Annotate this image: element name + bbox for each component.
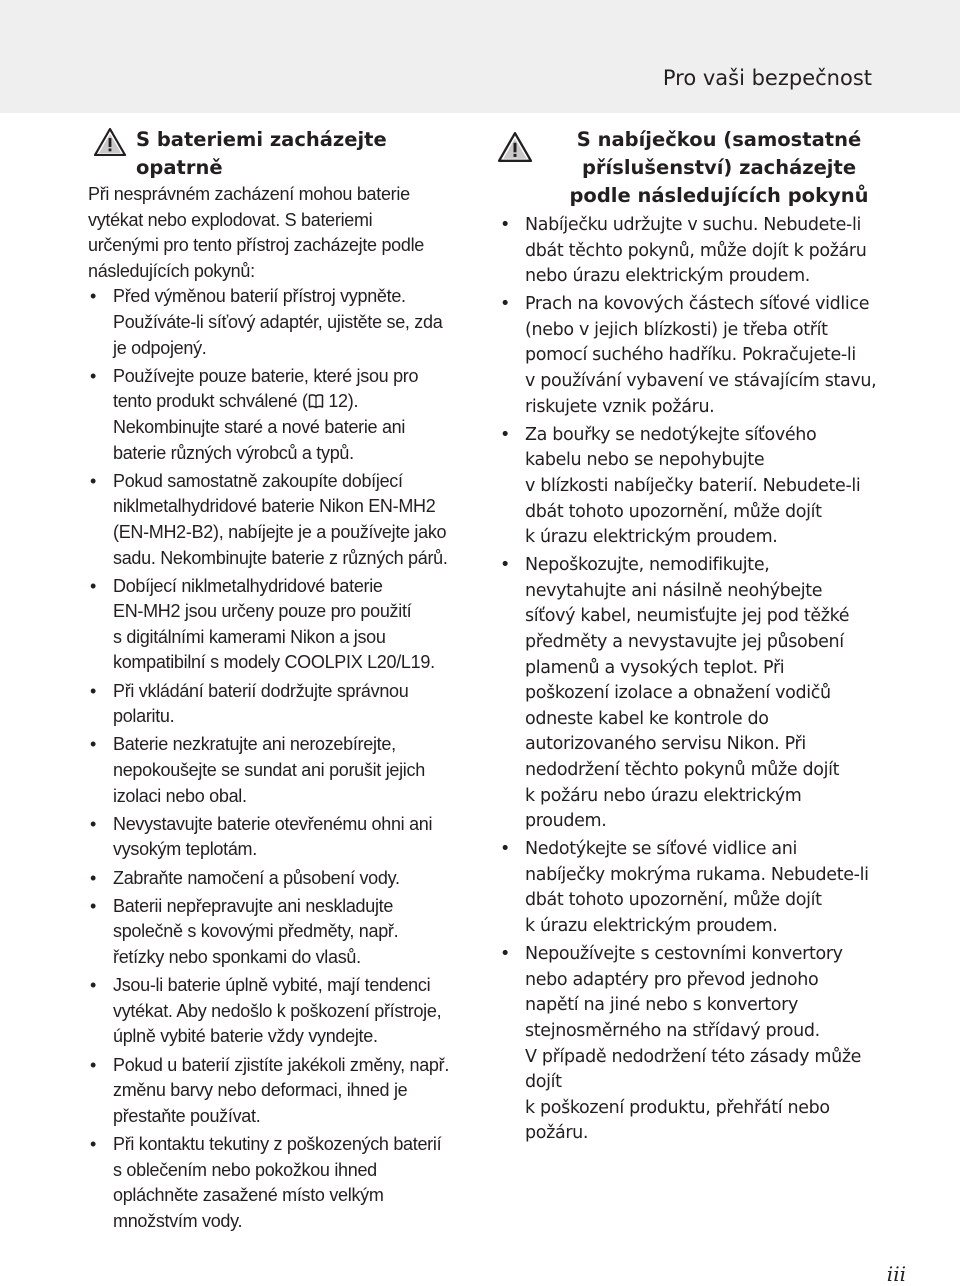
item-line: Před výměnou baterií přístroj vypněte. <box>113 286 406 307</box>
item-line: Pokud u baterií zjistíte jakékoli změny, např. <box>113 1054 450 1075</box>
item-line: nedodržení těchto pokynů může dojít <box>525 759 840 780</box>
item-line: autorizovaného servisu Nikon. Při <box>525 734 806 755</box>
item-line: nabíječky mokrýma rukama. Nebudete-li <box>525 864 869 885</box>
bullet-icon: • <box>90 895 97 916</box>
item-line: vytékat. Aby nedošlo k poškození přístroje, <box>113 1000 442 1021</box>
item-line: riskujete vznik požáru. <box>525 396 715 417</box>
bullet-icon: • <box>90 470 97 491</box>
item-line: Prach na kovových částech síťové vidlice <box>525 294 870 315</box>
item-line: pomocí suchého hadříku. Pokračujete-li <box>525 345 856 366</box>
item-line: niklmetalhydridové baterie Nikon EN-MH2 <box>113 496 436 517</box>
item-line: kompatibilní s modely COOLPIX L20/L19. <box>113 652 435 673</box>
item-line: Baterie nezkratujte ani nerozebírejte, <box>113 734 396 755</box>
item-line: dojít <box>525 1072 562 1093</box>
item-line: přestaňte používat. <box>113 1105 261 1126</box>
item-line: dbát těchto pokynů, může dojít k požáru <box>525 240 867 261</box>
item-line: Zabraňte namočení a působení vody. <box>113 867 400 888</box>
page-number: iii <box>886 1262 906 1286</box>
list-item <box>88 284 468 361</box>
battery-instructions-list <box>88 284 468 1234</box>
item-line: v používání vybavení ve stávajícím stavu, <box>525 371 877 392</box>
bullet-icon: • <box>90 1054 97 1075</box>
item-line: k úrazu elektrickým proudem. <box>525 527 778 548</box>
item-line: Baterii nepřepravujte ani neskladujte <box>113 895 394 916</box>
item-line: (EN-MH2-B2), nabíjejte je a používejte jako <box>113 521 447 542</box>
item-line: Nepoužívejte s cestovními konvertory <box>525 944 843 965</box>
item-line: plamenů a vysokých teplot. Při <box>525 657 785 678</box>
item-line: s oblečením nebo pokožkou ihned <box>113 1159 377 1180</box>
bullet-icon: • <box>90 734 97 755</box>
item-line: Používáte-li síťový adaptér, ujistěte se, zda <box>113 311 443 332</box>
item-line: v blízkosti nabíječky baterií. Nebudete-li <box>525 475 861 496</box>
item-line: napětí na jiné nebo s konvertory <box>525 995 798 1016</box>
list-item <box>88 812 468 863</box>
intro-line: vytékat nebo explodovat. S bateriemi <box>88 209 373 230</box>
item-line: společně s kovovými předměty, např. <box>113 921 399 942</box>
item-line: baterie různých výrobců a typů. <box>113 442 354 463</box>
bullet-icon: • <box>90 975 97 996</box>
item-line: k poškození produktu, přehřátí nebo <box>525 1097 830 1118</box>
charger-heading-line: podle následujících pokynů <box>569 184 869 207</box>
list-item <box>88 679 468 730</box>
item-line: síťový kabel, neumisťujte jej pod těžké <box>525 606 850 627</box>
intro-line: Při nesprávném zacházení mohou baterie <box>88 184 410 204</box>
list-item <box>88 973 468 1050</box>
item-line: polaritu. <box>113 706 175 727</box>
bullet-icon: • <box>90 365 97 386</box>
intro-line: následujících pokynů: <box>88 260 255 281</box>
item-line: k požáru nebo úrazu elektrickým <box>525 785 802 806</box>
charger-heading-line: S nabíječkou (samostatné <box>576 128 862 151</box>
item-line: řetízky nebo sponkami do vlasů. <box>113 946 361 967</box>
bullet-icon: • <box>90 813 97 834</box>
item-line: předměty a nevystavujte jej působení <box>525 632 844 652</box>
bullet-icon: • <box>500 555 510 576</box>
item-line: Nekombinujte staré a nové baterie ani <box>113 416 406 437</box>
item-line: sadu. Nekombinujte baterie z různých párů. <box>113 547 448 568</box>
bullet-icon: • <box>90 680 97 701</box>
list-item <box>88 1053 468 1130</box>
list-item <box>498 423 888 551</box>
bullet-icon: • <box>500 839 510 860</box>
list-item <box>88 732 468 809</box>
item-line: nevytahujte ani násilně neohýbejte <box>525 580 823 601</box>
page-reference: 12). <box>328 391 359 412</box>
list-item <box>88 364 468 466</box>
item-line: dbát tohoto upozornění, může dojít <box>525 501 822 522</box>
charger-instructions-list <box>498 213 888 1147</box>
list-item <box>498 942 888 1147</box>
charger-safety-section <box>498 126 888 1147</box>
item-line: nebo úrazu elektrickým proudem. <box>525 266 810 287</box>
item-line: izolaci nebo obal. <box>113 785 247 806</box>
list-item <box>498 213 888 290</box>
item-line: dbát tohoto upozornění, může dojít <box>525 890 822 911</box>
item-line: kabelu nebo se nepohybujte <box>525 450 765 471</box>
item-line: odneste kabel ke kontrole do <box>525 708 769 729</box>
item-line: Nedotýkejte se síťové vidlice ani <box>525 839 798 860</box>
item-line: V případě nedodržení této zásady může <box>525 1046 862 1067</box>
item-line: Jsou-li baterie úplně vybité, mají tendenci <box>113 975 431 996</box>
list-item <box>498 292 888 420</box>
item-line: opláchněte zasažené místo velkým <box>113 1185 384 1206</box>
intro-line: určenými pro tento přístroj zacházejte podle <box>88 235 424 256</box>
charger-heading-line: příslušenství) zacházejte <box>581 156 857 179</box>
header-band <box>0 0 960 113</box>
item-line: Nabíječku udržujte v suchu. Nebudete-li <box>525 215 862 235</box>
item-line: Za bouřky se nedotýkejte síťového <box>525 424 817 445</box>
item-line: tento produkt schválené ( <box>113 391 308 412</box>
list-item <box>88 469 468 571</box>
item-line: k úrazu elektrickým proudem. <box>525 916 778 937</box>
item-line: stejnosměrného na střídavý proud. <box>525 1020 820 1041</box>
bullet-icon: • <box>500 294 510 315</box>
item-line: Nevystavujte baterie otevřenému ohni ani <box>113 813 433 834</box>
bullet-icon: • <box>500 215 510 235</box>
item-line: úplně vybité baterie vždy vyndejte. <box>113 1026 378 1047</box>
item-line: nepokoušejte se sundat ani porušit jejich <box>113 760 425 781</box>
battery-section-heading <box>88 126 468 182</box>
item-line: Při kontaktu tekutiny z poškozených baterií <box>113 1133 442 1154</box>
bullet-icon: • <box>500 424 510 445</box>
item-line: množstvím vody. <box>113 1210 243 1231</box>
item-line: s digitálními kamerami Nikon a jsou <box>113 626 386 647</box>
list-item <box>498 553 888 835</box>
item-line: poškození izolace a obnažení vodičů <box>525 683 831 704</box>
bullet-icon: • <box>90 1133 97 1154</box>
list-item <box>88 1132 468 1234</box>
list-item <box>88 894 468 971</box>
item-line: EN-MH2 jsou určeny pouze pro použití <box>113 601 412 622</box>
warning-icon <box>498 132 532 162</box>
item-line: Při vkládání baterií dodržujte správnou <box>113 680 409 701</box>
item-line: požáru. <box>525 1123 589 1144</box>
item-line: Pokud samostatně zakoupíte dobíjecí <box>113 470 403 491</box>
bullet-icon: • <box>90 575 97 596</box>
battery-heading-text: S bateriemi zacházejte opatrně <box>136 128 387 179</box>
list-item <box>88 866 468 892</box>
battery-safety-section <box>88 126 468 1234</box>
page-header-title: Pro vaši bezpečnost <box>662 66 872 90</box>
item-line: Dobíjecí niklmetalhydridové baterie <box>113 575 383 596</box>
bullet-icon: • <box>500 944 510 965</box>
list-item <box>498 837 888 939</box>
list-item <box>88 574 468 676</box>
item-line: změnu barvy nebo deformaci, ihned je <box>113 1080 408 1101</box>
item-line: Nepoškozujte, nemodifikujte, <box>525 555 770 576</box>
item-line: (nebo v jejich blízkosti) je třeba otřít <box>525 319 828 340</box>
item-line: nebo adaptéry pro převod jednoho <box>525 969 819 990</box>
book-reference-icon <box>308 393 324 409</box>
battery-intro <box>88 182 468 284</box>
item-line: vysokým teplotám. <box>113 839 257 860</box>
item-line: Používejte pouze baterie, které jsou pro <box>113 365 419 386</box>
bullet-icon: • <box>90 286 97 307</box>
warning-icon <box>94 128 126 156</box>
bullet-icon: • <box>90 867 97 888</box>
item-line: je odpojený. <box>113 337 207 358</box>
item-line: proudem. <box>525 811 607 832</box>
charger-section-heading <box>498 126 888 210</box>
